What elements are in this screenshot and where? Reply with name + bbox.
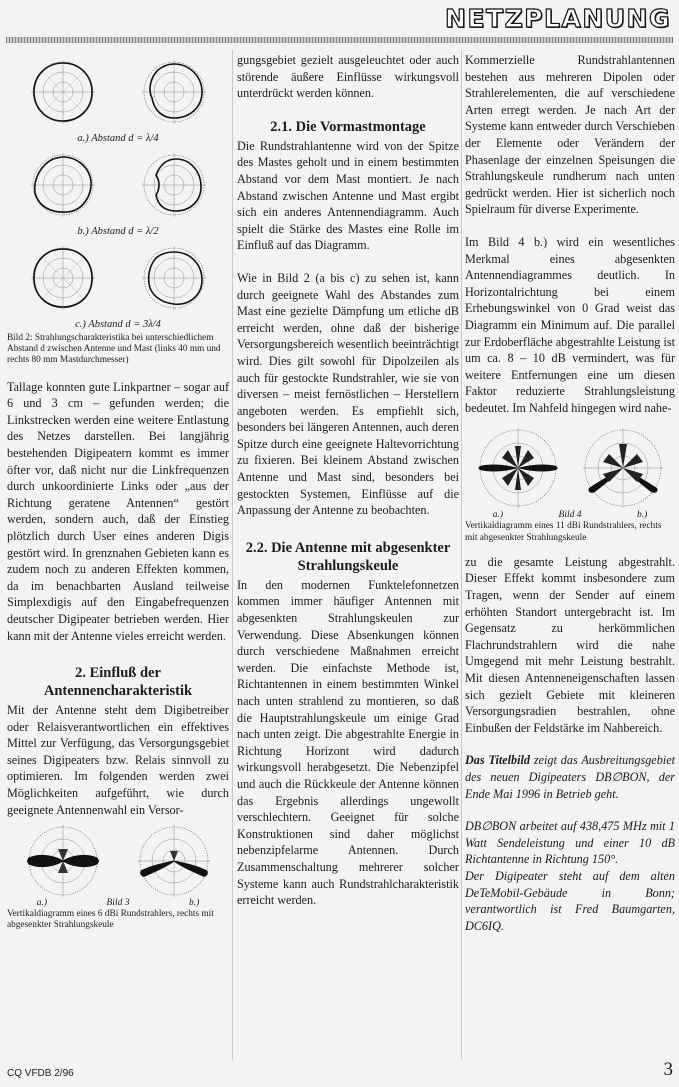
column-divider: [461, 50, 462, 1060]
figure-4-caption: Vertikaldiagramm eines 11 dBi Rundstrahlers, rechts mit abgesenkter Strahlungskeule: [465, 521, 662, 543]
column-2: [237, 52, 459, 909]
figure-4-row: [465, 426, 675, 510]
page-number: 3: [663, 1059, 673, 1080]
header-rule: [6, 37, 673, 43]
col3-paragraph-1: Kommerzielle Rundstrahlantennen bestehen aus mehreren Dipolen oder Strahlerelementen, die auf verschiedene Arten erregt werden. Je nach Art der Systeme kann entweder durch Verschieben der Elemente oder Verändern der Phasenlage der einzelnen Speisungen die Strahlungskeule rundherum nach unten gedrückt werden. Hier ist sicherlich noch Spielraum für diverse Experimente.: [465, 53, 675, 217]
heading-abgesenkte-keule: 2.2. Die Antenne mit abgesenkter Strahlungskeule: [245, 539, 451, 574]
column-3: [465, 52, 675, 934]
figure-3-label-b: b.): [188, 898, 200, 909]
figure-3-label-title: Bild 3: [106, 898, 130, 909]
figure-3: [7, 824, 229, 931]
figure-3-caption: Vertikaldiagramm eines 6 dBi Rundstrahlers, rechts mit abgesenkter Strahlungskeule: [7, 909, 214, 931]
col2-paragraph-1: gungsgebiet gezielt ausgeleuchtet oder auch störende äußere Einflüsse wirkungsvoll unterdrückt werden können.: [237, 53, 459, 101]
col2-paragraph-3: Wie in Bild 2 (a bis c) zu sehen ist, kann durch geeignete Wahl des Abstandes zum Mast eine gezielte Dämpfung um etliche dB erreicht werden, ohne daß der bisherige Versorgungsbereich wesentlich beeinträchtigt wird. Dies gilt sowohl für Dipolzeilen als auch für gestockte Rundstrahler, wie sie von diversen – meist fernöstlichen – Herstellern angeboten werden. Es empfiehlt sich, besonders bei längeren Antennen, auch deren Spitze durch eine geeignete Haltevorrichtung zu fixieren. Bei kleinem Abstand zwischen Antenne und Mast sind, besonders bei gestockten Systemen, Einflüsse auf die Anpassung der Antenne zu beobachten.: [237, 270, 459, 518]
col3-paragraph-2: Im Bild 4 b.) wird ein wesentliches Merkmal eines abgesenkten Antennendiagrammes deutlich. In Horizontalrichtung bei einem Erhebungswinkel von 0 Grad weist das Diagramm ein Minimum auf. Die parallel zur Erdoberfläche abgestrahlte Leistung ist um ca. 8 – 10 dB vermindert, was für weitere Entfernungen eine um diesen Faktor reduzierte Strahlungsleistung bedeutet. Im Nahfeld hingegen wird nahe-: [465, 234, 675, 415]
polar-plot-icon: [23, 145, 103, 225]
vertical-diagram-icon: [471, 426, 565, 510]
polar-plot-icon: [23, 52, 103, 132]
polar-plot-icon: [134, 52, 214, 132]
figure-3-row: [7, 824, 229, 898]
col3-paragraph-5: DB∅BON arbeitet auf 438,475 MHz mit 1 Watt Sendeleistung und einer 10 dB Richtantenne in Richtung 150°.: [465, 819, 675, 867]
polar-plot-icon: [134, 145, 214, 225]
column-1: [7, 52, 229, 932]
col2-paragraph-4: In den modernen Funktelefonnetzen kommen immer häufiger Antennen mit abgesenkten Strahlungskeulen zur Verwendung. Diese Absenkungen können durch verschiedene Maßnahmen erreicht werden. Die einfachste Methode ist, Richtantennen in einem bestimmten Winkel nach unten strahlend zu montieren, so daß die Hauptstrahlungskeule um einige Grad nach unten zeigt. Die abgestrahlte Energie in Richtung Horizont wird dadurch wirkungsvoll herabgesetzt. Die Nebenzipfel und auch die Rückkeule der Antenne können das Ergebnis allerdings ungewollt verschlechtern. Geeignet für solche Konstruktionen sind daher möglichst nebenzipfelarme Antennen. Durch Zusammenschaltung mehrerer solcher Systeme kann auch Rundstrahlcharakteristik erreicht werden.: [237, 577, 459, 908]
titelbild-text: zeigt das Ausbreitungsgebiet des neuen Digipeaters DB∅BON, der Ende Mai 1996 in Betrieb geht.: [465, 753, 675, 801]
titelbild-label: Das Titelbild: [465, 753, 531, 768]
figure-3-labels: [7, 898, 229, 909]
col1-paragraph-2: Mit der Antenne steht dem Digibetreiber oder Relaisverantwortlichen ein effektives Mittel zur Verfügung, das Versorgungsgebiet seines Digipeaters bzw. Relais sinnvoll zu optimieren. Im folgenden werden zwei Möglichkeiten aufgeführt, wie durch geeignete Antennenwahl ein Versor-: [7, 703, 229, 817]
heading-vormastmontage: 2.1. Die Vormastmontage: [270, 118, 426, 135]
page-header: [0, 0, 679, 44]
polar-plot-icon: [134, 238, 214, 318]
polar-plot-icon: [23, 238, 103, 318]
figure-2b-row: [7, 145, 229, 225]
heading-einfluss: 2. Einfluß der Antennencharakteristik: [43, 665, 193, 700]
titelbild-paragraph: [465, 752, 675, 802]
figure-2c-label: c.) Abstand d = 3λ/4: [75, 319, 161, 330]
footer-issue: CQ VFDB 2/96: [7, 1068, 74, 1079]
figure-2c-row: [7, 238, 229, 318]
col1-paragraph-1: Tallage konnten gute Linkpartner – sogar auf 6 und 3 cm – gefunden werden; die Linkstrecken werden eine weitere Entlastung des Netzes darstellen. Bei langjährig bestehenden Digipeatern kommt es immer öfter vor, daß nicht nur die Linkfrequenzen durch unkoordinierte Links oder „aus der Richtung geratene Antennen“ gestört werden, sondern auch, daß der Einstieg plötzlich durch User eines anderen Digis gestört wird. In grenznahen Gebieten kann es zudem noch zu anderen Effekten kommen, da im benachbarten Ausland teilweise Simplexdigis auf den Eingabefrequenzen deutscher Digipeater betrieben werden. Hier kann mit der Antenne vieles erreicht werden.: [7, 379, 229, 643]
figure-4-label-a: a.): [492, 510, 504, 521]
col3-paragraph-6: Der Digipeater steht auf dem alten DeTeMobil-Gebäude in Bonn; verantwortlich ist Fred Baumgarten, DC6IQ.: [465, 868, 675, 933]
figure-2a-label: a.) Abstand d = λ/4: [77, 133, 159, 144]
figure-3-label-a: a.): [36, 898, 48, 909]
vertical-diagram-icon: [16, 824, 110, 898]
figure-2a-row: [7, 52, 229, 132]
figure-4: [465, 426, 675, 543]
figure-4-label-b: b.): [636, 510, 648, 521]
figure-2-caption: Bild 2: Strahlungscharakteristika bei unterschiedlichem Abstand d zwischen Antenne und Mast (links 40 mm und rechts 80 mm Mastdurchmesser): [7, 333, 221, 366]
column-divider: [232, 50, 233, 1060]
figure-4-label-title: Bild 4: [558, 510, 582, 521]
col3-paragraph-3: zu die gesamte Leistung abgestrahlt. Dieser Effekt kommt insbesondere zum Tragen, wenn der Sender auf einem erhöhten Standort untergebracht ist. Im Gegensatz zu herkömmlichen Flachrundstrahlern wird die nahe Umgegend mit mehr Leistung bestrahlt. Mit diesen Antenneneigenschaften lassen sich gezielt Gebiete mit kleineren Versorgungsradien bestrahlen, ohne Einbußen der Feldstärke im Nahbereich.: [465, 554, 675, 735]
figure-2: [7, 52, 229, 367]
vertical-diagram-icon: [576, 426, 670, 510]
vertical-diagram-icon: [127, 824, 221, 898]
col2-paragraph-2: Die Rundstrahlantenne wird von der Spitze des Mastes geholt und in einem bestimmten Abstand vor dem Mast montiert. Je nach Abstand zwischen Antenne und Mast ergibt sich ein anderes Antennendiagramm. Auch spielt die Stärke des Mastes eine Rolle im Einfluß auf das Diagramm.: [237, 138, 459, 253]
section-title: NETZPLANUNG: [445, 4, 671, 33]
figure-4-labels: [465, 510, 675, 521]
figure-2b-label: b.) Abstand d = λ/2: [77, 226, 159, 237]
